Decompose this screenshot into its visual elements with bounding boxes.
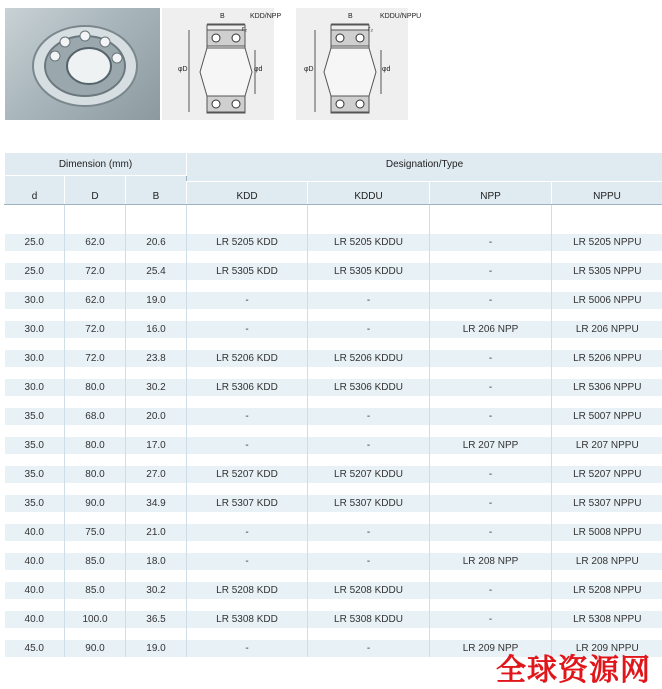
table-cell: LR 5208 KDD: [187, 582, 308, 599]
gap-cell: [126, 338, 187, 350]
spacer-cell: [552, 205, 662, 235]
gap-cell: [5, 280, 65, 292]
table-cell: 30.0: [5, 350, 65, 367]
table-cell: 80.0: [65, 437, 126, 454]
gap-cell: [187, 338, 308, 350]
gap-cell: [187, 309, 308, 321]
gap-cell: [430, 338, 552, 350]
table-cell: 20.0: [126, 408, 187, 425]
table-cell: -: [308, 640, 430, 657]
gap-cell: [126, 367, 187, 379]
drawing-title: KDDU/NPPU: [380, 13, 421, 20]
inner-diameter-label: φd: [382, 66, 390, 73]
gap-cell: [308, 541, 430, 553]
gap-cell: [187, 599, 308, 611]
kdd-npp-drawing: [162, 8, 274, 120]
gap-cell: [126, 570, 187, 582]
table-cell: -: [430, 611, 552, 628]
table-cell: LR 5207 NPPU: [552, 466, 662, 483]
table-spacer-row: [5, 205, 662, 235]
table-cell: 90.0: [65, 495, 126, 512]
table-cell: 25.4: [126, 263, 187, 280]
gap-cell: [430, 454, 552, 466]
table-cell: 80.0: [65, 466, 126, 483]
dimension-group-header: Dimension (mm): [5, 153, 187, 176]
table-row: [5, 408, 662, 425]
table-cell: -: [187, 524, 308, 541]
table-cell: -: [187, 437, 308, 454]
gap-cell: [65, 541, 126, 553]
table-cell: -: [308, 553, 430, 570]
gap-cell: [5, 309, 65, 321]
column-header-D: D: [65, 176, 126, 205]
gap-cell: [308, 454, 430, 466]
table-cell: -: [187, 321, 308, 338]
table-cell: 45.0: [5, 640, 65, 657]
gap-cell: [187, 570, 308, 582]
width-label: B: [348, 13, 353, 20]
table-cell: LR 5207 KDDU: [308, 466, 430, 483]
table-cell: LR 5308 KDD: [187, 611, 308, 628]
gap-cell: [430, 251, 552, 263]
table-cell: 30.0: [5, 379, 65, 396]
gap-cell: [308, 338, 430, 350]
gap-cell: [552, 541, 662, 553]
table-cell: -: [430, 350, 552, 367]
gap-cell: [5, 367, 65, 379]
table-cell: -: [430, 466, 552, 483]
table-cell: -: [308, 524, 430, 541]
table-cell: 34.9: [126, 495, 187, 512]
gap-cell: [126, 512, 187, 524]
table-cell: 17.0: [126, 437, 187, 454]
gap-cell: [5, 599, 65, 611]
gap-cell: [308, 483, 430, 495]
table-cell: LR 5307 KDDU: [308, 495, 430, 512]
row-gap: [5, 367, 662, 379]
column-header-B: B: [126, 176, 187, 205]
gap-cell: [187, 628, 308, 640]
gap-cell: [65, 425, 126, 437]
gap-cell: [126, 483, 187, 495]
gap-cell: [552, 512, 662, 524]
row-gap: [5, 512, 662, 524]
gap-cell: [126, 309, 187, 321]
table-cell: 18.0: [126, 553, 187, 570]
table-row: [5, 611, 662, 628]
table-cell: -: [430, 292, 552, 309]
table-cell: -: [430, 524, 552, 541]
table-cell: 16.0: [126, 321, 187, 338]
spacer-cell: [65, 205, 126, 235]
spacer-cell: [308, 205, 430, 235]
table-cell: 23.8: [126, 350, 187, 367]
gap-cell: [126, 425, 187, 437]
gap-cell: [126, 599, 187, 611]
table-cell: -: [187, 640, 308, 657]
table-cell: 25.0: [5, 234, 65, 251]
gap-cell: [5, 541, 65, 553]
table-cell: LR 5208 NPPU: [552, 582, 662, 599]
table-cell: 36.5: [126, 611, 187, 628]
table-cell: LR 206 NPP: [430, 321, 552, 338]
bearing-spec-table: [4, 152, 662, 657]
gap-cell: [187, 454, 308, 466]
gap-cell: [5, 338, 65, 350]
table-cell: -: [430, 263, 552, 280]
gap-cell: [430, 512, 552, 524]
table-row: [5, 379, 662, 396]
table-cell: -: [187, 553, 308, 570]
table-cell: -: [430, 379, 552, 396]
table-cell: LR 5308 NPPU: [552, 611, 662, 628]
outer-diameter-label: φD: [304, 66, 314, 73]
table-cell: -: [308, 292, 430, 309]
gap-cell: [308, 599, 430, 611]
gap-cell: [430, 396, 552, 408]
column-header-nppu: NPPU: [552, 182, 662, 205]
table-cell: 90.0: [65, 640, 126, 657]
table-cell: 27.0: [126, 466, 187, 483]
table-cell: 21.0: [126, 524, 187, 541]
row-gap: [5, 396, 662, 408]
gap-cell: [308, 512, 430, 524]
gap-cell: [430, 280, 552, 292]
gap-cell: [187, 425, 308, 437]
gap-cell: [308, 367, 430, 379]
gap-cell: [308, 570, 430, 582]
table-cell: LR 5305 KDD: [187, 263, 308, 280]
row-gap: [5, 541, 662, 553]
table-cell: LR 5205 KDD: [187, 234, 308, 251]
table-cell: LR 5006 NPPU: [552, 292, 662, 309]
gap-cell: [552, 396, 662, 408]
gap-cell: [308, 425, 430, 437]
gap-cell: [308, 280, 430, 292]
row-gap: [5, 338, 662, 350]
gap-cell: [430, 628, 552, 640]
column-header-d: d: [5, 176, 65, 205]
table-cell: LR 5307 NPPU: [552, 495, 662, 512]
spacer-cell: [187, 205, 308, 235]
gap-cell: [552, 338, 662, 350]
table-row: [5, 350, 662, 367]
table-cell: 40.0: [5, 611, 65, 628]
gap-cell: [65, 599, 126, 611]
table-cell: LR 209 NPPU: [552, 640, 662, 657]
table-cell: LR 5307 KDD: [187, 495, 308, 512]
gap-cell: [65, 396, 126, 408]
gap-cell: [187, 483, 308, 495]
table-cell: 62.0: [65, 234, 126, 251]
gap-cell: [552, 367, 662, 379]
outer-diameter-label: φD: [178, 66, 188, 73]
table-cell: -: [430, 495, 552, 512]
table-cell: 80.0: [65, 379, 126, 396]
table-cell: LR 5008 NPPU: [552, 524, 662, 541]
table-cell: 30.2: [126, 379, 187, 396]
radius-label: r₂: [368, 26, 373, 33]
table-row: [5, 437, 662, 454]
gap-cell: [430, 541, 552, 553]
table-cell: LR 208 NPPU: [552, 553, 662, 570]
column-header-kdd: KDD: [187, 182, 308, 205]
table-cell: LR 5306 KDDU: [308, 379, 430, 396]
gap-cell: [552, 628, 662, 640]
table-cell: LR 5306 NPPU: [552, 379, 662, 396]
table-cell: 20.6: [126, 234, 187, 251]
gap-cell: [5, 628, 65, 640]
table-body: [5, 205, 662, 658]
gap-cell: [308, 628, 430, 640]
gap-cell: [552, 483, 662, 495]
table-cell: 85.0: [65, 582, 126, 599]
width-label: B: [220, 13, 225, 20]
table-cell: -: [187, 408, 308, 425]
designation-group-header: Designation/Type: [187, 153, 662, 182]
gap-cell: [430, 570, 552, 582]
gap-cell: [552, 570, 662, 582]
row-gap: [5, 280, 662, 292]
table-cell: -: [430, 234, 552, 251]
table-cell: LR 208 NPP: [430, 553, 552, 570]
row-gap: [5, 454, 662, 466]
gap-cell: [187, 396, 308, 408]
gap-cell: [430, 425, 552, 437]
table-cell: 72.0: [65, 321, 126, 338]
bearing-photo: [5, 8, 160, 120]
column-header-kddu: KDDU: [308, 182, 430, 205]
watermark: 全球资源网: [496, 645, 651, 689]
table-row: [5, 292, 662, 309]
gap-cell: [308, 309, 430, 321]
table-cell: LR 5205 NPPU: [552, 234, 662, 251]
gap-cell: [65, 454, 126, 466]
table-cell: LR 207 NPP: [430, 437, 552, 454]
gap-cell: [552, 309, 662, 321]
gap-cell: [126, 251, 187, 263]
gap-cell: [552, 280, 662, 292]
table-cell: LR 5305 NPPU: [552, 263, 662, 280]
table-cell: 40.0: [5, 582, 65, 599]
table-cell: 19.0: [126, 640, 187, 657]
gap-cell: [5, 251, 65, 263]
table-cell: -: [308, 321, 430, 338]
table-cell: -: [187, 292, 308, 309]
table-cell: LR 5305 KDDU: [308, 263, 430, 280]
gap-cell: [187, 367, 308, 379]
gap-cell: [126, 454, 187, 466]
gap-cell: [65, 338, 126, 350]
table-cell: LR 209 NPP: [430, 640, 552, 657]
table-row: [5, 495, 662, 512]
gap-cell: [65, 280, 126, 292]
gap-cell: [65, 483, 126, 495]
table-row: [5, 263, 662, 280]
gap-cell: [552, 251, 662, 263]
table-cell: LR 207 NPPU: [552, 437, 662, 454]
gap-cell: [187, 541, 308, 553]
table-cell: 35.0: [5, 495, 65, 512]
table-cell: 72.0: [65, 350, 126, 367]
kddu-nppu-drawing: [296, 8, 408, 120]
table-cell: -: [308, 408, 430, 425]
gap-cell: [430, 599, 552, 611]
gap-cell: [308, 396, 430, 408]
gap-cell: [5, 396, 65, 408]
table-cell: 35.0: [5, 408, 65, 425]
gap-cell: [552, 599, 662, 611]
table-row: [5, 466, 662, 483]
table-row: [5, 582, 662, 599]
table-cell: 25.0: [5, 263, 65, 280]
gap-cell: [65, 251, 126, 263]
table-row: [5, 234, 662, 251]
table-cell: 40.0: [5, 524, 65, 541]
gap-cell: [430, 309, 552, 321]
table-cell: -: [430, 582, 552, 599]
table-cell: -: [308, 437, 430, 454]
row-gap: [5, 425, 662, 437]
table-row: [5, 321, 662, 338]
table-cell: LR 5206 KDDU: [308, 350, 430, 367]
table-cell: LR 5308 KDDU: [308, 611, 430, 628]
table-cell: 68.0: [65, 408, 126, 425]
table-cell: LR 5208 KDDU: [308, 582, 430, 599]
spacer-cell: [126, 205, 187, 235]
gap-cell: [187, 251, 308, 263]
gap-cell: [5, 570, 65, 582]
gap-cell: [65, 367, 126, 379]
row-gap: [5, 570, 662, 582]
gap-cell: [187, 512, 308, 524]
table-cell: LR 5206 NPPU: [552, 350, 662, 367]
gap-cell: [65, 512, 126, 524]
gap-cell: [187, 280, 308, 292]
gap-cell: [5, 454, 65, 466]
drawing-title: KDD/NPP: [250, 13, 281, 20]
table-row: [5, 524, 662, 541]
table-cell: LR 5306 KDD: [187, 379, 308, 396]
table-cell: 35.0: [5, 466, 65, 483]
table-cell: 85.0: [65, 553, 126, 570]
table-cell: 75.0: [65, 524, 126, 541]
gap-cell: [65, 309, 126, 321]
gap-cell: [5, 483, 65, 495]
radius-label: r₂: [242, 26, 247, 33]
gap-cell: [126, 628, 187, 640]
gap-cell: [430, 483, 552, 495]
table-cell: 35.0: [5, 437, 65, 454]
table-cell: LR 206 NPPU: [552, 321, 662, 338]
table-cell: 30.0: [5, 321, 65, 338]
table-cell: 30.0: [5, 292, 65, 309]
row-gap: [5, 628, 662, 640]
table-cell: -: [430, 408, 552, 425]
table-cell: 19.0: [126, 292, 187, 309]
table-cell: LR 5207 KDD: [187, 466, 308, 483]
gap-cell: [552, 454, 662, 466]
row-gap: [5, 599, 662, 611]
gap-cell: [430, 367, 552, 379]
table-cell: 72.0: [65, 263, 126, 280]
gap-cell: [65, 570, 126, 582]
table-cell: 30.2: [126, 582, 187, 599]
table-cell: 100.0: [65, 611, 126, 628]
gap-cell: [5, 512, 65, 524]
table-cell: 62.0: [65, 292, 126, 309]
table-cell: LR 5206 KDD: [187, 350, 308, 367]
table-cell: LR 5007 NPPU: [552, 408, 662, 425]
gap-cell: [5, 425, 65, 437]
gap-cell: [126, 541, 187, 553]
column-header-npp: NPP: [430, 182, 552, 205]
table-cell: 40.0: [5, 553, 65, 570]
gap-cell: [126, 396, 187, 408]
row-gap: [5, 309, 662, 321]
row-gap: [5, 251, 662, 263]
table-row: [5, 553, 662, 570]
spacer-cell: [430, 205, 552, 235]
gap-cell: [552, 425, 662, 437]
gap-cell: [65, 628, 126, 640]
row-gap: [5, 483, 662, 495]
spacer-cell: [5, 205, 65, 235]
gap-cell: [126, 280, 187, 292]
table-cell: LR 5205 KDDU: [308, 234, 430, 251]
gap-cell: [308, 251, 430, 263]
inner-diameter-label: φd: [254, 66, 262, 73]
